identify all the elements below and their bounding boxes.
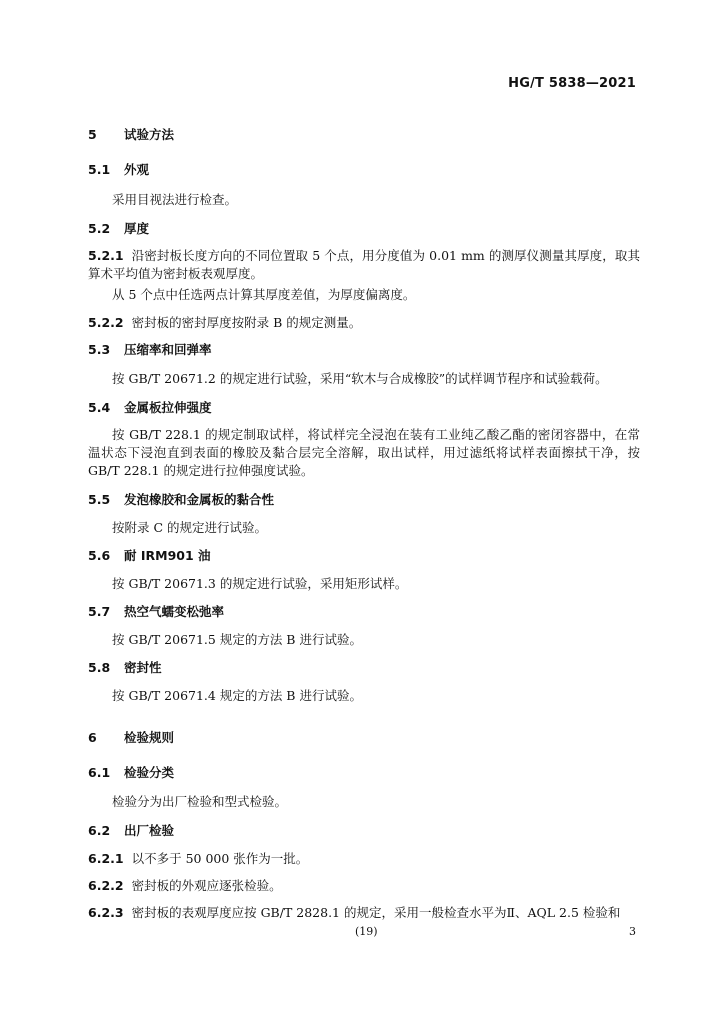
section-heading: 5.8 密封性 — [88, 660, 162, 675]
paragraph: 按 GB/T 20671.5 规定的方法 B 进行试验。 — [112, 632, 362, 647]
section-heading: 6 检验规则 — [88, 730, 175, 745]
section-heading: 5 试验方法 — [88, 127, 175, 142]
numbered-paragraph: 5.2.1 沿密封板长度方向的不同位置取 5 个点，用分度值为 0.01 mm 的测厚仪测量其厚度，取其算术平均值为密封板表观厚度。 — [88, 248, 640, 281]
section-heading: 5.5 发泡橡胶和金属板的黏合性 — [88, 492, 275, 507]
paragraph: 检验分为出厂检验和型式检验。 — [112, 794, 288, 809]
book-page-number: (19) — [355, 925, 378, 938]
paragraph: 从 5 个点中任选两点计算其厚度差值，为厚度偏离度。 — [112, 287, 416, 302]
paragraph: 采用目视法进行检查。 — [112, 192, 238, 207]
paragraph: 按 GB/T 228.1 的规定制取试样，将试样完全浸泡在装有工业纯乙酸乙酯的密闭容器中，在常温状态下浸泡直到表面的橡胶及黏合层完全溶解，取出试样，用过滤纸将试样表面擦拭干净，按 GB/T 228.1 的规定进行拉伸强度试验。 — [88, 427, 640, 478]
numbered-paragraph: 6.2.3 密封板的表观厚度应按 GB/T 2828.1 的规定，采用一般检查水平为Ⅱ、AQL 2.5 检验和 — [88, 905, 621, 920]
paragraph: 按 GB/T 20671.4 规定的方法 B 进行试验。 — [112, 688, 362, 703]
page-number: 3 — [629, 925, 636, 938]
paragraph: 按附录 C 的规定进行试验。 — [112, 520, 268, 535]
paragraph: 按 GB/T 20671.2 的规定进行试验，采用“软木与合成橡胶”的试样调节程序和试验载荷。 — [112, 371, 608, 386]
numbered-paragraph: 5.2.2 密封板的密封厚度按附录 B 的规定测量。 — [88, 315, 362, 330]
section-heading: 5.2 厚度 — [88, 221, 150, 236]
numbered-paragraph: 6.2.2 密封板的外观应逐张检验。 — [88, 878, 282, 893]
numbered-paragraph: 6.2.1 以不多于 50 000 张作为一批。 — [88, 851, 309, 866]
paragraph: 按 GB/T 20671.3 的规定进行试验，采用矩形试样。 — [112, 576, 408, 591]
section-heading: 5.1 外观 — [88, 162, 150, 177]
section-heading: 5.3 压缩率和回弹率 — [88, 342, 212, 357]
section-heading: 6.2 出厂检验 — [88, 823, 175, 838]
section-heading: 6.1 检验分类 — [88, 765, 175, 780]
section-heading: 5.7 热空气蠕变松弛率 — [88, 604, 225, 619]
standard-number: HG/T 5838—2021 — [508, 76, 636, 91]
section-heading: 5.6 耐 IRM901 油 — [88, 548, 211, 563]
section-heading: 5.4 金属板拉伸强度 — [88, 400, 212, 415]
